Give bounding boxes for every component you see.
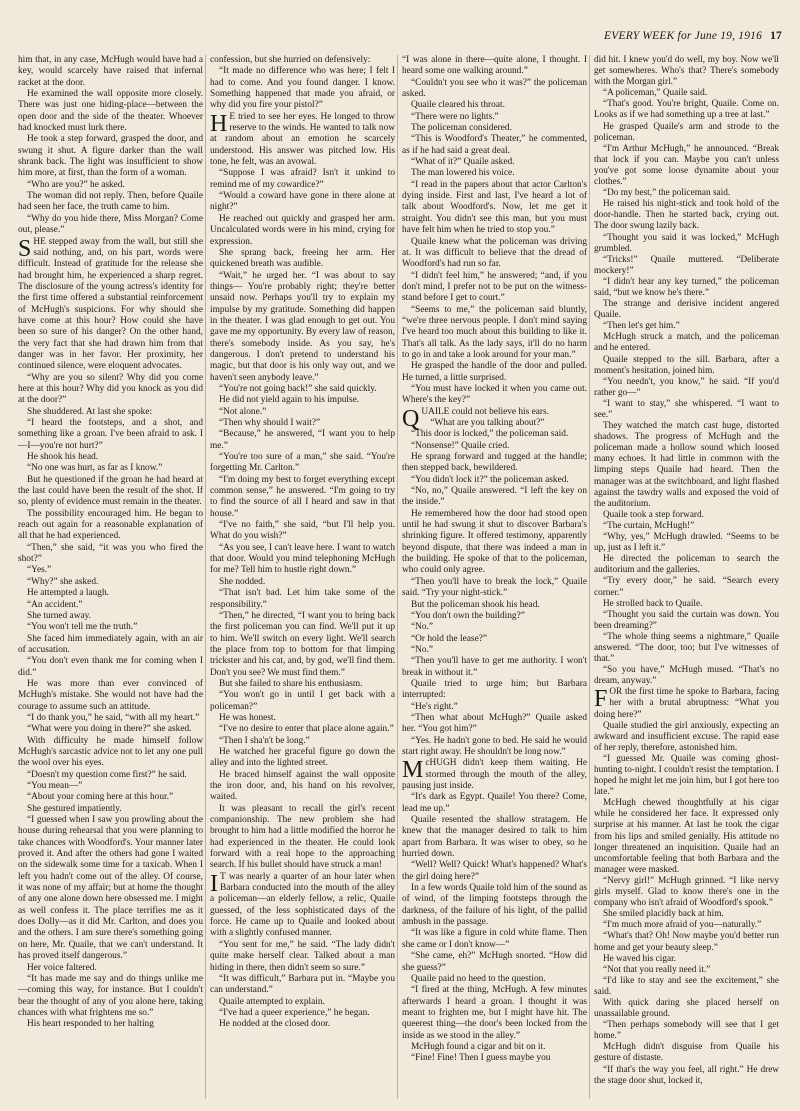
paragraph: “Because,” he answered, “I want you to help me.” <box>210 429 395 451</box>
paragraph: The policeman considered. <box>411 123 512 134</box>
paragraph: He attempted a laugh. <box>27 588 109 599</box>
text-column-1 <box>18 55 203 1031</box>
paragraph: “No, no,” Quaile answered. “I left the key on the inside.” <box>402 486 587 508</box>
paragraph: She shuddered. At last she spoke: <box>27 406 153 417</box>
paragraph: But she failed to share his enthusiasm. <box>219 678 363 689</box>
paragraph: “You must have locked it when you came out. Where's the key?” <box>402 383 587 406</box>
paragraph: “What are you talking about?” <box>430 418 545 428</box>
paragraph: “No.” <box>411 622 434 633</box>
paragraph: “Do my best,” the policeman said. <box>603 188 731 199</box>
paragraph: “Not alone.” <box>219 406 267 417</box>
paragraph: “Well? Well? Quick! What's happened? What's the girl doing here?” <box>402 860 587 882</box>
paragraph: “Then I sha'n't be long.” <box>219 735 310 746</box>
paragraph: “Then you'll have to break the lock,” Quaile said. “Try your night-stick.” <box>402 576 587 599</box>
paragraph: The woman did not reply. Then, before Quaile had seen her face, the truth came to him. <box>18 191 203 213</box>
paragraph: “No.” <box>411 644 434 655</box>
paragraph: “This door is locked,” the policeman said. <box>411 429 569 440</box>
paragraph: She faced him immediately again, with an air of accusation. <box>18 633 203 655</box>
paragraph: “Thought you said it was locked,” McHugh grumbled. <box>594 232 779 254</box>
paragraph: “I didn't feel him,” he answered; “and, if you don't mind, I prefer not to be put on the witness-stand before I get to court.” <box>402 270 587 304</box>
paragraph: did hit. I knew you'd do well, my boy. Now we'll get somewheres. Who's that? There's somebody with the Morgan girl.” <box>594 55 779 88</box>
paragraph: “The whole thing seems a nightmare,” Quaile answered. “The door, too; but I've witnesses of that.” <box>594 631 779 665</box>
paragraph: “The curtain, McHugh!” <box>603 520 695 531</box>
paragraph: “Or hold the lease?” <box>411 633 488 644</box>
paragraph: “You're not going back!” she said quickly. <box>219 383 377 394</box>
paragraph: “Nervy girl!” McHugh grinned. “I like nervy girls myself. Glad to know there's one in the company who isn't afraid of Woodford's spook.” <box>594 875 779 909</box>
paragraph: He strolled back to Quaile. <box>603 598 703 609</box>
paragraph: With difficulty he made himself follow McHugh's sarcastic advice not to let any one pull the wool over his eyes. <box>18 735 203 769</box>
paragraph: “It has made me say and do things unlike me—coming this way, for instance. But I couldn't bear the thought of any of you alone here, taking chances with what frightens me so.” <box>18 973 203 1018</box>
paragraph: She smiled placidly back at him. <box>603 909 724 920</box>
text-column-3 <box>402 55 587 1065</box>
paragraph: “Fine! Fine! Then I guess maybe you <box>411 1053 551 1064</box>
paragraph: IT was nearly a quarter of an hour later when Barbara conducted into the mouth of the alley a policeman—an elderly fellow, a relic, Quaile guessed, of the less sophisticated days of the force. He came up to Quaile and looked about with a slightly confused manner. <box>210 870 395 939</box>
paragraph: Quaile paid no heed to the question. <box>411 973 546 984</box>
paragraph: “Then,” she said, “it was you who fired the shot?” <box>18 542 203 565</box>
paragraph: “You sent for me,” he said. “The lady didn't quite make herself clear. Talked about a man hiding in there, then didn't seem so sure.” <box>210 939 395 973</box>
paragraph: He grasped Quaile's arm and strode to the policeman. <box>594 121 779 143</box>
paragraph: “As you see, I can't leave here. I want to watch that door. Would you mind telephoning McHugh for me? Tell him to hustle right down.” <box>210 542 395 576</box>
paragraph: “Why?” she asked. <box>27 576 99 587</box>
paragraph: “What's that? Oh! Now maybe you'd better run home and get your beauty sleep.” <box>594 931 779 953</box>
paragraph: “Then why should I wait?” <box>219 418 321 428</box>
paragraph: “Suppose I was afraid? Isn't it unkind to remind me of my cowardice?” <box>210 168 395 190</box>
paragraph: Quaile took a step forward. <box>603 509 704 520</box>
paragraph: “If that's the way you feel, all right.” He drew the stage door shut, locked it, <box>594 1064 779 1086</box>
paragraph: “He's right.” <box>411 701 458 712</box>
paragraph: He was more than ever convinced of McHugh's mistake. She would not have had the courage to assume such an attitude. <box>18 678 203 712</box>
paragraph: He took a step forward, grasped the door, and swung it shut. A figure darker than the wall shrank back. The light was insufficient to show him more, at first, than the form of a woman. <box>18 134 203 179</box>
paragraph: “You needn't, you know,” he said. “If you'd rather go—” <box>594 376 779 398</box>
paragraph: “You mean—” <box>27 781 83 791</box>
paragraph: She turned away. <box>27 610 92 621</box>
paragraph: He did not yield again to his impulse. <box>219 395 360 406</box>
paragraph: Quaile cleared his throat. <box>411 100 505 111</box>
running-title: EVERY WEEK for June 19, 1916 <box>604 30 763 42</box>
paragraph: She nodded. <box>219 576 266 587</box>
paragraph: “It was difficult,” Barbara put in. “Maybe you can understand.” <box>210 973 395 996</box>
paragraph: “It was like a figure in cold white flame. Then she came or I don't know—” <box>402 928 587 950</box>
paragraph: McHUGH didn't keep them waiting. He stormed through the mouth of the alley, pausing just inside. <box>402 757 587 791</box>
paragraph: “She came, eh?” McHugh snorted. “How did she guess?” <box>402 951 587 973</box>
paragraph: Quaile attempted to explain. <box>219 996 325 1007</box>
paragraph: He nodded at the closed door. <box>219 1019 331 1030</box>
paragraph: McHugh didn't disguise from Quaile his gesture of distaste. <box>594 1042 779 1064</box>
paragraph: “No one was hurt, as far as I know.” <box>27 463 163 474</box>
paragraph: “That isn't bad. Let him take some of the responsibility.” <box>210 588 395 610</box>
paragraph: “I guessed when I saw you prowling about the house during rehearsal that you were planning to take chances with Woodford's. Your manner later proved it. And after the others had gone I waited on the sidewalk some time for a taxicab. When I left you hadn't come out of the alley. Of course, it was none of my affair; but at home the thought of any one alone down here obsessed me. I might as well confess it. The place terrifies me as it does Dolly—as it did Mr. Carlton, and does you and the others. I am sure there's something going on here, Mr. Quaile, that we can't understand. It has proved itself dangerous.” <box>18 815 203 962</box>
paragraph: But the policeman shook his head. <box>411 599 540 610</box>
paragraph: “I'm much more afraid of you—naturally.” <box>603 920 762 931</box>
paragraph: “Thought you said the curtain was down. You been dreaming?” <box>594 609 779 631</box>
paragraph: confession, but she hurried on defensively: <box>210 55 371 65</box>
paragraph: “Who are you?” he asked. <box>27 179 125 190</box>
paragraph: “Wait,” he urged her. “I was about to say things— You're probably right; they're better unsaid now. Perhaps you'll try to explain my impulse by my gratitude. Something did happen in the theater. I was glad enough to get out. You gave me my opportunity. By every law of reason, there's somebody inside. As you say, he's dangerous. I don't pretend to understand his magic, but that door is his only way out, and we haven't seen anybody leave.” <box>210 270 395 383</box>
paragraph: “Why do you hide there, Miss Morgan? Come out, please.” <box>18 213 203 236</box>
text-column-4 <box>594 55 779 1087</box>
paragraph: “What of it?” Quaile asked. <box>411 157 515 168</box>
paragraph: “I heard the footsteps, and a shot, and something like a groan. I've been afraid to ask. I—I—you're not hurt?” <box>18 418 203 451</box>
paragraph: But he questioned if the groan he had heard at the last could have been the result of the shot. If so, plenty of evidence must remain in the theater. <box>18 474 203 508</box>
paragraph: “Not that you really need it.” <box>603 964 711 975</box>
running-header <box>18 30 782 42</box>
paragraph: Quaile stepped to the sill. Barbara, after a moment's hesitation, joined him. <box>594 354 779 376</box>
paragraph: In a few words Quaile told him of the sound as of wind, of the limping footsteps through the darkness, of the failure of his light, of the pallid ambush in the passage. <box>402 883 587 928</box>
paragraph: “You won't tell me the truth.” <box>27 622 138 633</box>
paragraph: “I'm Arthur McHugh,” he announced. “Break that lock if you can. Maybe you can't unless you've got some loose dynamite about your clothes.” <box>594 143 779 188</box>
paragraph: “I've had a queer experience,” he began. <box>219 1007 370 1018</box>
paragraph: “You didn't lock it?” the policeman asked. <box>411 474 569 485</box>
paragraph: “I've no faith,” she said, “but I'll help you. What do you wish?” <box>210 520 395 542</box>
paragraph: He was honest. <box>219 712 276 723</box>
paragraph: He reached out quickly and grasped her arm. Uncalculated words were in his mind, crying for expression. <box>210 213 395 247</box>
paragraph: McHugh chewed thoughtfully at his cigar while he considered her face. It expressed only surprise at his manner. At last he took the cigar from his lips and smiled genially. His attitude no longer threatened an inquisition. Quaile had an uncomfortable feeling that both Barbara and the manager were masked. <box>594 798 779 875</box>
column-divider <box>205 55 206 1099</box>
paragraph: He directed the policeman to search the auditorium and the galleries. <box>594 554 779 576</box>
paragraph: “I didn't hear any key turned,” the policeman said, “but we know he's there.” <box>594 276 779 298</box>
paragraph: “Couldn't you see who it was?” the policeman asked. <box>402 77 587 100</box>
paragraph: “You don't own the building?” <box>411 610 525 621</box>
paragraph: “I've no desire to enter that place alone again.” <box>219 724 394 735</box>
paragraph: FOR the first time he spoke to Barbara, facing her with a brutal abruptness: “What you doing here?” <box>594 686 779 720</box>
text-column-2 <box>210 55 395 1031</box>
paragraph: “I was alone in there—quite alone, I thought. I heard some one walking around.” <box>402 55 587 77</box>
paragraph: Quaile knew what the policeman was driving at. It was difficult to believe that the dread of Woodford's had run so far. <box>402 236 587 270</box>
paragraph: “Then,” he directed, “I want you to bring back the first policeman you can find. We'll put it up to him. We'll switch on every light. We'll search the place from top to bottom for that limping trickster and his cat, and, by god, we'll find them. Don't you see? We must find them.” <box>210 610 395 678</box>
paragraph: “So you have,” McHugh mused. “That's no dream, anyway.” <box>594 665 779 687</box>
paragraph: “About your coming here at this hour.” <box>27 792 174 803</box>
paragraph: “Yes. He hadn't gone to bed. He said he would start right away. He shouldn't be long now.” <box>402 735 587 757</box>
paragraph: “Why are you so silent? Why did you come here at this hour? Why did you knock as you did at the door?” <box>18 372 203 406</box>
paragraph: “It's dark as Egypt. Quaile! You there? Come, lead me up.” <box>402 792 587 814</box>
paragraph: HE tried to see her eyes. He longed to throw reserve to the winds. He wanted to talk now at random about an emotion he scarcely understood. His answer was pitched low. His tone, he felt, was an avowal. <box>210 110 395 168</box>
paragraph: With quick daring she placed herself on unassailable ground. <box>594 997 779 1020</box>
paragraph: McHugh found a cigar and bit on it. <box>411 1041 546 1052</box>
paragraph: He raised his night-stick and took hold of the door-handle. Then he started back, crying out. The door swung lazily back. <box>594 199 779 232</box>
paragraph: McHugh struck a match, and the policeman and he entered. <box>594 332 779 354</box>
paragraph: “You won't go in until I get back with a policeman?” <box>210 690 395 712</box>
paragraph: SHE stepped away from the wall, but still she said nothing, and, on his part, words were difficult. Instead of gratitude for the release she had brought him, he experienced a sharp regret. The disclosure of the young actress's identity for the first time offered a substantial reinforcement of McHugh's suspicions. For why should she have come at this hour? How could she have been so sure of his danger? On the other hand, the very fact that she had drawn him from that danger was in her favor. Her proximity, her continued silence, were eloquent advocates. <box>18 235 203 372</box>
paragraph: He sprang forward and tugged at the handle; then stepped back, bewildered. <box>402 452 587 474</box>
paragraph: “Then let's get him.” <box>603 321 680 332</box>
page-number: 17 <box>770 30 782 42</box>
paragraph: “A policeman,” Quaile said. <box>603 88 708 99</box>
paragraph: “There were no lights.” <box>411 111 499 122</box>
paragraph: “It made no difference who was here; I felt I had to come. And you found danger. I know. Something happened that made you afraid, or why did you fire your pistol?” <box>210 66 395 111</box>
paragraph: him that, in any case, McHugh would have had a key, would scarcely have raised that infernal racket at the door. <box>18 55 203 88</box>
paragraph: “You're too sure of a man,” she said. “You're forgetting Mr. Carlton.” <box>210 452 395 474</box>
column-divider <box>589 55 590 1099</box>
paragraph: He braced himself against the wall opposite the iron door, and, his hand on his revolver, waited. <box>210 769 395 803</box>
paragraph: “Try every door,” he said. “Search every corner.” <box>594 576 779 598</box>
paragraph: They watched the match cast huge, distorted shadows. The progress of McHugh and the policeman made a hollow sound which loosed many echoes. It had little in common with the limping steps Quaile had heard. Then the manager was at the switchboard, and light flashed against the tawdry walls and exposed the void of the auditorium. <box>594 421 779 509</box>
paragraph: “An accident.” <box>27 599 83 610</box>
paragraph: “Yes.” <box>27 565 52 576</box>
paragraph: “I want to stay,” she whispered. “I want to see.” <box>594 398 779 420</box>
paragraph: Quaile studied the girl anxiously, expecting an awkward and insufficient excuse. The rapid ease of her reply, therefore, astonished him. <box>594 720 779 753</box>
paragraph: He grasped the handle of the door and pulled. He turned, a little surprised. <box>402 361 587 383</box>
paragraph: The possibility encouraged him. He began to reach out again for a reasonable explanation of all that he had experienced. <box>18 508 203 542</box>
paragraph: “Doesn't my question come first?” he said. <box>27 769 187 780</box>
paragraph: “Would a coward have gone in there alone at night?” <box>210 191 395 213</box>
paragraph: The man lowered his voice. <box>411 168 515 179</box>
paragraph: His heart responded to her halting <box>27 1019 154 1030</box>
paragraph: “Then perhaps somebody will see that I get home.” <box>594 1020 779 1042</box>
paragraph: He remembered how the door had stood open until he had swung it shut to discover Barbara's shrinking figure. It offered testimony, apparently beyond dispute, that there was indeed a man in the building. He spoke of that to the policeman, who could only agree. <box>402 508 587 576</box>
paragraph: She sprang back, freeing her arm. Her quickened breath was audible. <box>210 247 395 270</box>
paragraph: “Tricks!” Quaile muttered. “Deliberate mockery!” <box>594 254 779 276</box>
paragraph: “I read in the papers about that actor Carlton's dying inside. First and last, I've heard a lot of talk about Woodford's. Now, let me get it straight. You didn't see this man, but you must have felt him when he tried to stop you.” <box>402 179 587 236</box>
paragraph: Her voice faltered. <box>27 962 97 973</box>
paragraph: “Then what about McHugh?” Quaile asked her. “You got him?” <box>402 712 587 735</box>
paragraph: “Nonsense!” Quaile cried. <box>411 440 510 451</box>
paragraph: “What were you doing in there?” she asked. <box>27 724 192 735</box>
paragraph: Quaile resented the shallow stratagem. He knew that the manager desired to talk to him apart from Barbara. It was wiser to obey, so he hurried down. <box>402 815 587 860</box>
paragraph: “I'm doing my best to forget everything except common sense,” he answered. “I'm going to try to find the source of all I heard and saw in that house.” <box>210 474 395 519</box>
paragraph: It was pleasant to recall the girl's recent companionship. The new problem she had brought to him had a little modified the horror he had experienced in the theater. He could look forward with a real hope to the approaching search. If his bullet should have struck a man! <box>210 803 395 871</box>
column-divider <box>397 55 398 1099</box>
paragraph: He waved his cigar. <box>603 953 676 964</box>
paragraph: “You don't even thank me for coming when I did.” <box>18 656 203 678</box>
paragraph: “This is Woodford's Theater,” he commented, as if he had said a great deal. <box>402 134 587 156</box>
paragraph: “I fired at the thing, McHugh. A few minutes afterwards I heard a groan. I thought it was meant to frighten me, but I might have hit. The queerest thing—the door's been locked from the inside as we stood in the alley.” <box>402 985 587 1041</box>
paragraph: Quaile tried to urge him; but Barbara interrupted: <box>402 678 587 701</box>
paragraph: “I guessed Mr. Quaile was coming ghost-hunting to-night. I couldn't resist the temptation. I hoped he might let me join him, but I got here too late.” <box>594 753 779 798</box>
paragraph: He examined the wall opposite more closely. There was just one hiding-place—between the open door and the side of the theater. Whoever had knocked must lurk there. <box>18 89 203 134</box>
paragraph: “That's good. You're bright, Quaile. Come on. Looks as if we had something up a tree at last.” <box>594 99 779 121</box>
paragraph: He watched her graceful figure go down the alley and into the lighted street. <box>210 746 395 769</box>
paragraph: “Then you'll have to get me authority. I won't break in without it.” <box>402 656 587 678</box>
paragraph: He shook his head. <box>27 452 99 463</box>
paragraph: QUAILE could not believe his ears. <box>402 405 550 432</box>
paragraph: “Why, yes,” McHugh drawled. “Seems to be up, just as I left it.” <box>594 532 779 554</box>
paragraph: “I'd like to stay and see the excitement,” she said. <box>594 975 779 997</box>
paragraph: She gestured impatiently. <box>27 803 122 814</box>
paragraph: “I do thank you,” he said, “with all my heart.” <box>27 712 200 723</box>
paragraph: “Seems to me,” the policeman said bluntly, “we're three nervous people. I don't mind saying I've heard too much about this building to like it. That's all talk. As the lady says, it'll do no harm to go in and take a look around for your man.” <box>402 304 587 360</box>
paragraph: The strange and derisive incident angered Quaile. <box>594 299 779 321</box>
